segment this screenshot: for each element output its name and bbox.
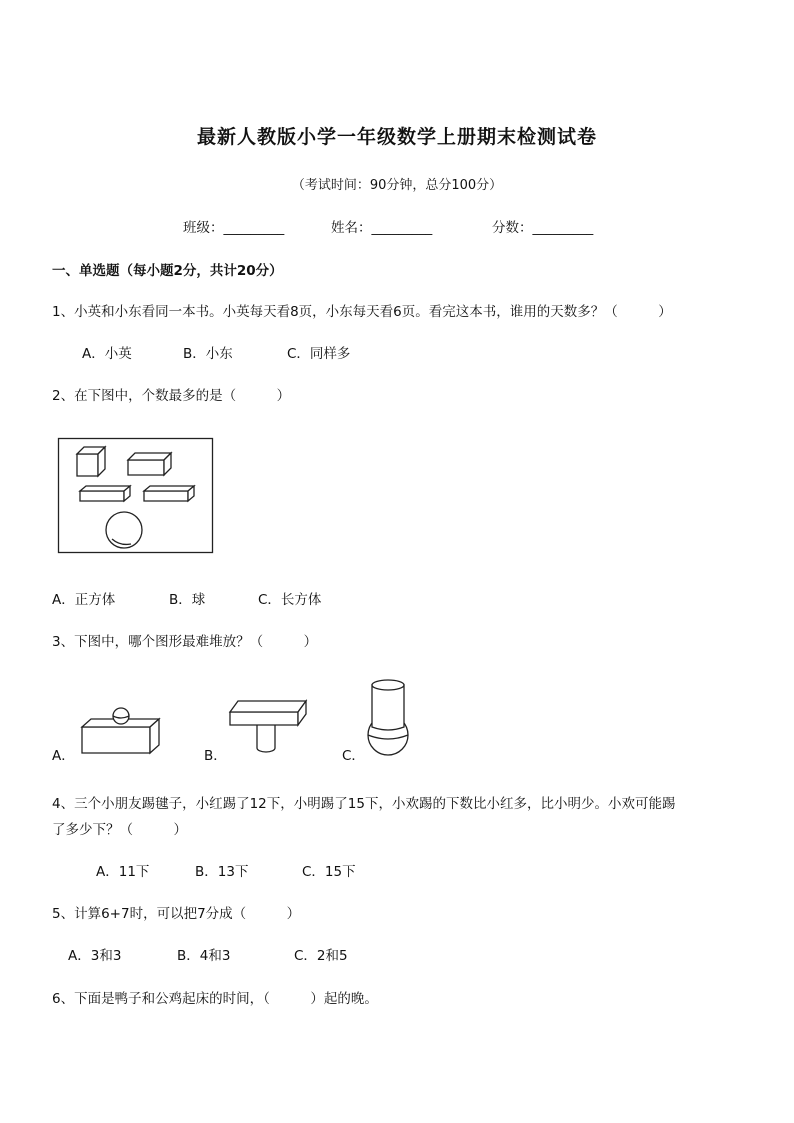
question-4-text-line2: 了多少下？（ ） — [52, 822, 187, 838]
q2-option-a: A．正方体 — [52, 592, 116, 608]
q5-option-a: A．3和3 — [68, 948, 122, 964]
q4-option-a: A．11下 — [96, 864, 150, 880]
q2-option-b: B．球 — [169, 592, 206, 608]
q1-option-a: A．小英 — [82, 346, 132, 362]
question-5-text: 5、计算6+7时，可以把7分成（ ） — [52, 906, 301, 922]
sphere-shape — [106, 512, 142, 548]
q3-option-c: C． — [342, 748, 365, 764]
plank-on-cylinder-figure — [228, 698, 310, 754]
question-1-text: 1、小英和小东看同一本书。小英每天看8页，小东每天看6页。看完这本书，谁用的天数多？（ ） — [52, 304, 672, 320]
cuboid-shape-3 — [144, 486, 194, 501]
class-field: 班级：_________ — [183, 220, 285, 236]
cube-shape — [77, 447, 105, 476]
cuboid-shape-1 — [128, 453, 171, 475]
q2-option-c: C．长方体 — [258, 592, 322, 608]
box-with-ball-figure — [80, 706, 162, 756]
cylinder-on-ball-figure — [364, 677, 414, 757]
page-title: 最新人教版小学一年级数学上册期末检测试卷 — [196, 126, 597, 148]
q3-option-a: A． — [52, 748, 75, 764]
q5-option-b: B．4和3 — [177, 948, 231, 964]
name-field: 姓名：_________ — [331, 220, 433, 236]
score-field: 分数：_________ — [492, 220, 594, 236]
q4-option-c: C．15下 — [302, 864, 356, 880]
q4-option-b: B．13下 — [195, 864, 249, 880]
question-2-text: 2、在下图中，个数最多的是（ ） — [52, 388, 291, 404]
q5-option-c: C．2和5 — [294, 948, 348, 964]
cuboid-shape-2 — [80, 486, 130, 501]
section-title: 一、单选题（每小题2分，共计20分） — [52, 263, 283, 279]
exam-subtitle: （考试时间：90分钟，总分100分） — [291, 178, 503, 193]
q3-option-b: B． — [204, 748, 227, 764]
question-4-text-line1: 4、三个小朋友踢毽子，小红踢了12下，小明踢了15下，小欢踢的下数比小红多，比小明少。小欢可能踢 — [52, 796, 676, 812]
question-6-text: 6、下面是鸭子和公鸡起床的时间，（ ）起的晚。 — [52, 991, 378, 1007]
q1-option-b: B．小东 — [183, 346, 233, 362]
question-3-text: 3、下图中，哪个图形最难堆放？（ ） — [52, 634, 318, 650]
solids-figure — [58, 438, 214, 554]
q1-option-c: C．同样多 — [287, 346, 351, 362]
